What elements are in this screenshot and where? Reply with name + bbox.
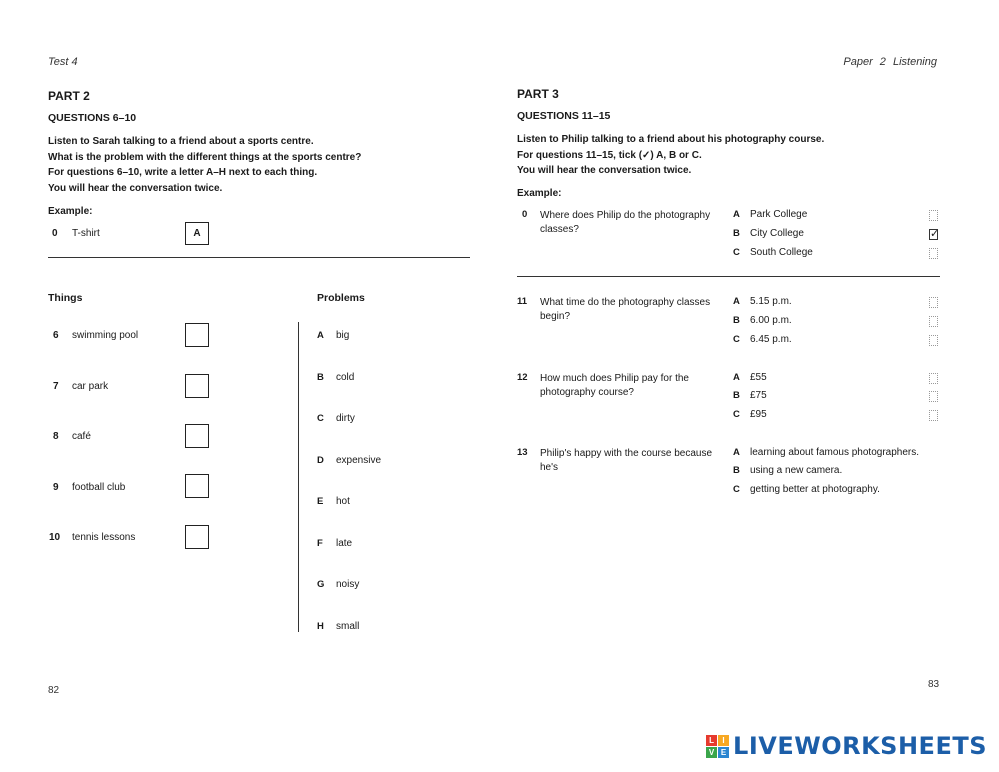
- option-text: City College: [750, 228, 804, 239]
- option-text: Park College: [750, 209, 808, 220]
- questions-11-15-title: QUESTIONS 11–15: [517, 110, 611, 122]
- thing-label: football club: [72, 482, 126, 493]
- tick-box[interactable]: [929, 297, 938, 308]
- question-line: he's: [540, 462, 559, 473]
- question-line: photography course?: [540, 387, 634, 398]
- part-3-instructions: [517, 132, 824, 179]
- problem-label: hot: [336, 496, 350, 507]
- option-letter: B: [733, 465, 740, 476]
- option-text: South College: [750, 247, 813, 258]
- option-letter: C: [733, 247, 740, 258]
- question-line: classes?: [540, 224, 579, 235]
- question-line: Philip's happy with the course because: [540, 448, 713, 459]
- problem-label: big: [336, 330, 350, 341]
- option-text: £95: [750, 409, 767, 420]
- thing-number: 8: [53, 431, 59, 442]
- problem-letter: F: [317, 538, 323, 549]
- option-letter: A: [733, 209, 740, 220]
- problem-letter: D: [317, 455, 324, 466]
- problem-label: noisy: [336, 579, 360, 590]
- option-letter: C: [733, 484, 740, 495]
- question-number: 11: [517, 296, 528, 307]
- tick-box[interactable]: [929, 391, 938, 402]
- question-line: How much does Philip pay for the: [540, 373, 689, 384]
- logo-text: LIVEWORKSHEETS: [733, 732, 987, 760]
- option-letter: A: [733, 372, 740, 383]
- option-text: using a new camera.: [750, 465, 843, 476]
- example-answer-box: A: [185, 222, 209, 245]
- tick-box: [929, 210, 938, 221]
- logo-tile: I: [718, 735, 729, 746]
- divider: [517, 276, 940, 277]
- logo-tile: V: [706, 747, 717, 758]
- tick-box[interactable]: [929, 335, 938, 346]
- instruction-line: What is the problem with the different things at the sports centre?: [48, 151, 362, 163]
- instruction-line: You will hear the conversation twice.: [517, 165, 692, 176]
- logo-tile: E: [718, 747, 729, 758]
- option-text: 6.45 p.m.: [750, 334, 792, 345]
- option-text: 6.00 p.m.: [750, 315, 792, 326]
- answer-box-9[interactable]: [185, 474, 209, 498]
- part-3-title: PART 3: [517, 87, 559, 101]
- instruction-line: Listen to Sarah talking to a friend about a sports centre.: [48, 136, 314, 147]
- option-text: 5.15 p.m.: [750, 296, 792, 307]
- question-text: [540, 447, 712, 475]
- instruction-line: Listen to Philip talking to a friend about his photography course.: [517, 134, 825, 145]
- tick-box-checked: ✓: [930, 228, 940, 240]
- option-text: £75: [750, 390, 767, 401]
- example-thing: T-shirt: [72, 228, 100, 239]
- thing-number: 6: [53, 330, 59, 341]
- question-line: What time do the photography classes: [540, 297, 711, 308]
- option-text: learning about famous photographers.: [750, 447, 920, 458]
- answer-box-6[interactable]: [185, 323, 209, 347]
- problems-header: Problems: [317, 292, 365, 304]
- option-text: getting better at photography.: [750, 484, 880, 495]
- liveworksheets-logo[interactable]: [706, 732, 987, 760]
- thing-label: tennis lessons: [72, 532, 136, 543]
- part-2-instructions: [48, 134, 361, 196]
- question-text: [540, 296, 710, 324]
- questions-6-10-title: QUESTIONS 6–10: [48, 112, 137, 124]
- divider: [48, 257, 470, 258]
- question-text: [540, 209, 710, 237]
- thing-label: café: [72, 431, 91, 442]
- example-label: Example:: [48, 206, 93, 217]
- thing-label: swimming pool: [72, 330, 139, 341]
- part-2-title: PART 2: [48, 89, 90, 103]
- problem-label: late: [336, 538, 353, 549]
- answer-box-7[interactable]: [185, 374, 209, 398]
- problem-label: small: [336, 621, 360, 632]
- problems-divider-line: [298, 322, 299, 632]
- option-letter: C: [733, 334, 740, 345]
- logo-tiles-icon: [706, 735, 729, 758]
- option-text: £55: [750, 372, 767, 383]
- option-letter: A: [733, 447, 740, 458]
- answer-box-8[interactable]: [185, 424, 209, 448]
- tick-box[interactable]: [929, 373, 938, 384]
- problem-letter: G: [317, 579, 325, 590]
- option-letter: B: [733, 315, 740, 326]
- question-text: [540, 372, 689, 400]
- logo-tile: L: [706, 735, 717, 746]
- problem-letter: E: [317, 496, 324, 507]
- page-number-right: 83: [928, 679, 940, 690]
- question-number: 13: [517, 447, 528, 458]
- running-header-left: Test 4: [48, 56, 78, 68]
- example-label: Example:: [517, 188, 562, 199]
- tick-box[interactable]: [929, 410, 938, 421]
- thing-number: 7: [53, 381, 59, 392]
- instruction-line: For questions 11–15, tick (✓) A, B or C.: [517, 149, 702, 161]
- problem-label: dirty: [336, 413, 355, 424]
- running-header-right: Paper 2 Listening: [843, 56, 937, 68]
- option-letter: C: [733, 409, 740, 420]
- tick-box: [929, 248, 938, 259]
- problem-letter: B: [317, 372, 324, 383]
- example-number: 0: [52, 228, 58, 239]
- question-number: 0: [522, 209, 528, 220]
- question-line: Where does Philip do the photography: [540, 210, 711, 221]
- problem-label: cold: [336, 372, 355, 383]
- question-line: begin?: [540, 311, 571, 322]
- thing-number: 10: [49, 532, 61, 543]
- problem-letter: C: [317, 413, 324, 424]
- question-number: 12: [517, 372, 528, 383]
- problem-label: expensive: [336, 455, 382, 466]
- instruction-line: You will hear the conversation twice.: [48, 182, 223, 194]
- tick-box[interactable]: [929, 316, 938, 327]
- instruction-line: For questions 6–10, write a letter A–H next to each thing.: [48, 167, 318, 178]
- thing-label: car park: [72, 381, 109, 392]
- option-letter: B: [733, 228, 740, 239]
- page-number-left: 82: [48, 685, 60, 696]
- problem-letter: A: [317, 330, 324, 341]
- thing-number: 9: [53, 482, 59, 493]
- things-header: Things: [48, 292, 83, 304]
- option-letter: A: [733, 296, 740, 307]
- answer-box-10[interactable]: [185, 525, 209, 549]
- option-letter: B: [733, 390, 740, 401]
- problem-letter: H: [317, 621, 324, 632]
